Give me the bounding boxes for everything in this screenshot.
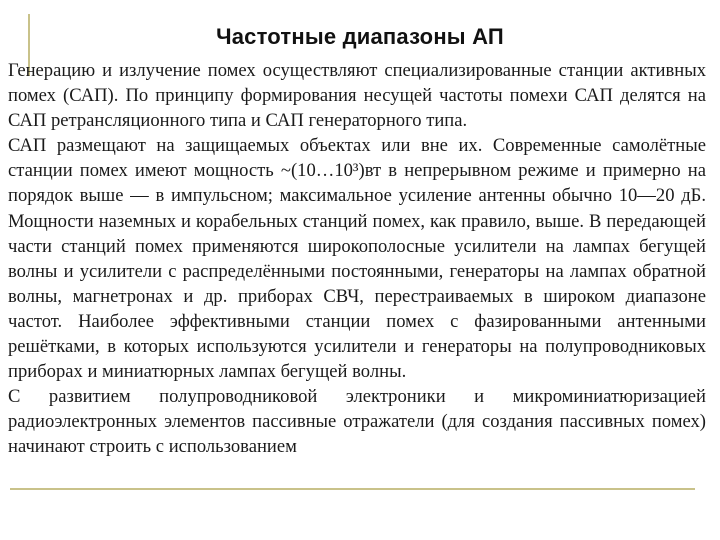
slide-body	[8, 58, 706, 460]
paragraph-1: Генерацию и излучение помех осуществляют специализированные станции активных помех (САП). По принципу формирования несущей частоты помехи САП делятся на САП ретрансляционного типа и САП генераторного типа.	[8, 60, 706, 132]
paragraph-3: С развитием полупроводниковой электроники и микроминиатюризацией радиоэлектронных элементов пассивные отражатели (для создания пассивных помех) начинают строить с использованием	[8, 386, 706, 458]
paragraph-2: САП размещают на защищаемых объектах или вне их. Современные самолётные станции помех имеют мощность ~(10…10³)вт в непрерывном режиме и примерно на порядок выше — в импульсном; максимальное усиление антенны обычно 10—20 дБ. Мощности наземных и корабельных станций помех, как правило, выше. В передающей части станций помех применяются широкополосные усилители на лампах бегущей волны и усилители с распределёнными постоянными, генераторы на лампах обратной волны, магнетронах и др. приборах СВЧ, перестраиваемых в широком диапазоне частот. Наиболее эффективными станции помех с фазированными антенными решётками, в которых используются усилители и генераторы на полупроводниковых приборах и миниатюрных лампах бегущей волны.	[8, 135, 706, 383]
frame-horizontal-line	[10, 488, 695, 490]
slide-title: Частотные диапазоны АП	[216, 24, 504, 49]
